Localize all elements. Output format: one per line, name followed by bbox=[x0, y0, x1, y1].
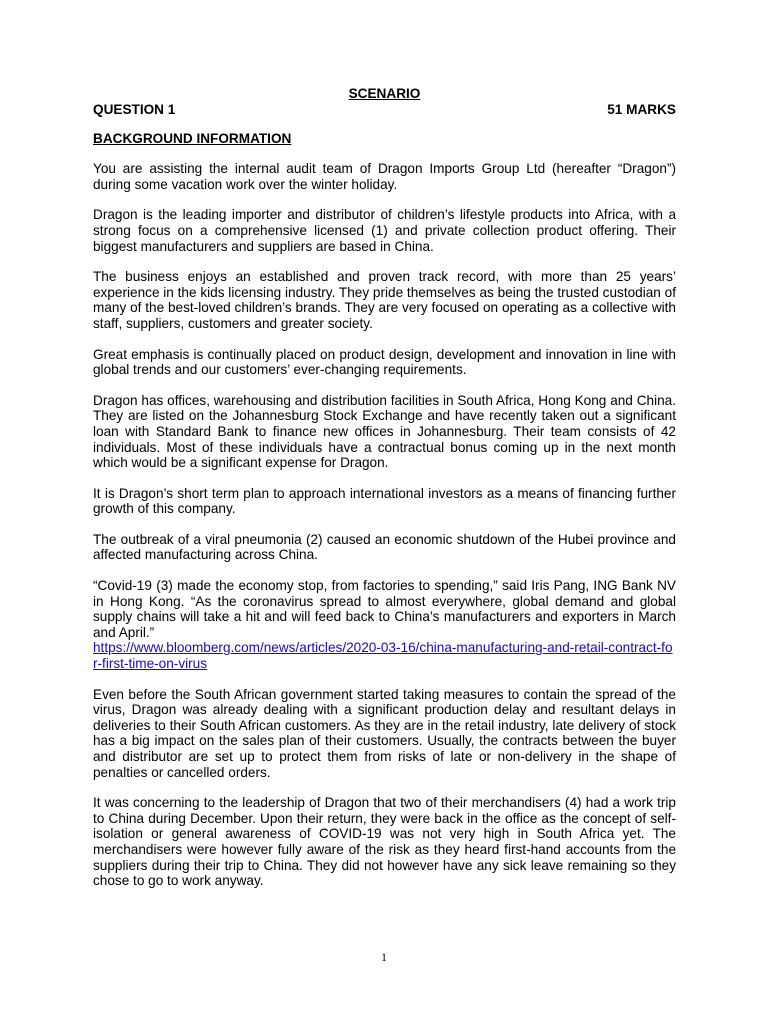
question-label: QUESTION 1 bbox=[93, 102, 176, 117]
paragraph-7: The outbreak of a viral pneumonia (2) caused an economic shutdown of the Hubei province and affected manufacturing across China. bbox=[93, 531, 676, 563]
paragraph-2: Dragon is the leading importer and distributor of children’s lifestyle products into Africa, with a strong focus on a comprehensive licensed (1) and private collection product offering. Their biggest manufacturers and suppliers are based in China. bbox=[93, 207, 676, 254]
paragraph-6: It is Dragon’s short term plan to approach international investors as a means of financing further growth of this company. bbox=[93, 485, 676, 517]
paragraph-1: You are assisting the internal audit team of Dragon Imports Group Ltd (hereafter “Dragon”) during some vacation work over the winter holiday. bbox=[93, 161, 676, 192]
marks-label: 51 MARKS bbox=[607, 102, 676, 117]
quote-paragraph: “Covid-19 (3) made the economy stop, from factories to spending,” said Iris Pang, ING Bank NV in Hong Kong. “As the coronavirus spread to almost everywhere, global demand and global supply chains will take a hit and will feed back to China’s manufacturers and exporters in March and April.” bbox=[93, 578, 676, 640]
paragraph-3: The business enjoys an established and proven track record, with more than 25 years’ experience in the kids licensing industry. They pride themselves as being the trusted custodian of many of the best-loved children’s brands. They are very focused on operating as a collective with staff, suppliers, customers and greater society. bbox=[93, 269, 676, 331]
scenario-title: SCENARIO bbox=[348, 86, 421, 101]
source-link[interactable]: https://www.bloomberg.com/news/articles/2020-03-16/china-manufacturing-and-retail-contract-for-first-time-on-virus bbox=[93, 640, 673, 672]
section-heading: BACKGROUND INFORMATION bbox=[93, 130, 292, 146]
document-page bbox=[93, 86, 676, 904]
paragraph-5: Dragon has offices, warehousing and distribution facilities in South Africa, Hong Kong and China. They are listed on the Johannesburg Stock Exchange and have recently taken out a significant loan with Standard Bank to finance new offices in Johannesburg. Their team consists of 42 individuals. Most of these individuals have a contractual bonus coming up in the next month which would be a significant expense for Dragon. bbox=[93, 392, 676, 471]
paragraph-9: Even before the South African government started taking measures to contain the spread of the virus, Dragon was already dealing with a significant production delay and resultant delays in deliveries to their South African customers. As they are in the retail industry, late delivery of stock has a big impact on the sales plan of their customers. Usually, the contracts between the buyer and distributor are set up to protect them from risks of late or non-delivery in the shape of penalties or cancelled orders. bbox=[93, 686, 676, 780]
page-number: 1 bbox=[381, 950, 387, 964]
paragraph-10: It was concerning to the leadership of Dragon that two of their merchandisers (4) had a work trip to China during December. Upon their return, they were back in the office as the concept of self-isolation or general awareness of COVID-19 was not very high in South Africa yet. The merchandisers were however fully aware of the risk as they heard first-hand accounts from the suppliers during their trip to China. They did not however have any sick leave remaining so they chose to go to work anyway. bbox=[93, 795, 676, 889]
paragraph-4: Great emphasis is continually placed on product design, development and innovation in line with global trends and our customers’ ever-changing requirements. bbox=[93, 346, 676, 378]
question-header bbox=[93, 102, 676, 118]
